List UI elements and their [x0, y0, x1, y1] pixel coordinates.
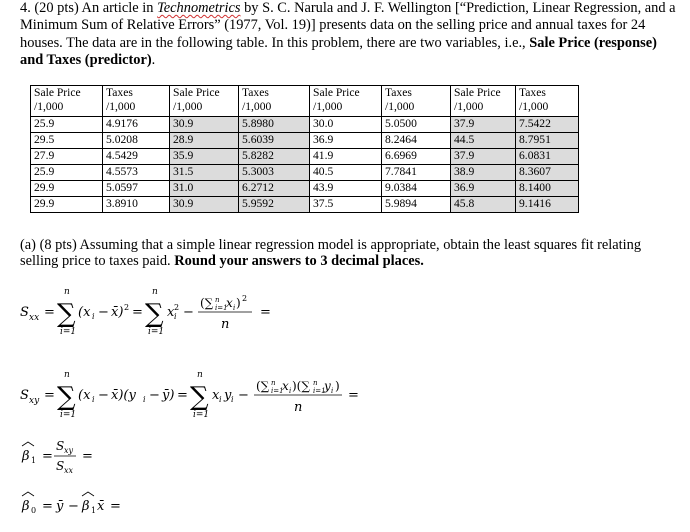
- svg-text:∑: ∑: [57, 299, 76, 329]
- header-cell: Taxes /1,000: [382, 86, 451, 117]
- svg-text:n: n: [215, 296, 220, 304]
- svg-text:ȳ): ȳ): [162, 388, 175, 403]
- header-cell: Sale Price /1,000: [31, 86, 103, 117]
- svg-text:n: n: [221, 317, 230, 332]
- svg-text:∑: ∑: [145, 299, 164, 329]
- svg-text:=: =: [110, 499, 121, 514]
- svg-text:=: =: [132, 305, 143, 320]
- svg-text:n: n: [152, 287, 158, 297]
- svg-text:∑: ∑: [57, 382, 76, 412]
- svg-text:=: =: [177, 388, 188, 403]
- svg-text:=: =: [44, 388, 55, 403]
- svg-text:i: i: [92, 312, 95, 321]
- svg-text:1: 1: [91, 506, 97, 515]
- svg-text:i: i: [331, 387, 334, 395]
- svg-text:=: =: [260, 305, 271, 320]
- svg-text:n: n: [313, 379, 318, 387]
- variables-bold: Sale Price (response) and Taxes (predictor): [20, 34, 657, 69]
- svg-text:i: i: [92, 395, 95, 404]
- svg-text:x: x: [226, 296, 233, 310]
- svg-text:(∑: (∑: [256, 379, 270, 393]
- svg-text:S: S: [56, 439, 65, 453]
- svg-text:x: x: [167, 305, 175, 320]
- svg-text:)(∑: )(∑: [292, 379, 310, 393]
- svg-text:2: 2: [242, 294, 248, 303]
- svg-text:n: n: [197, 370, 203, 380]
- beta1-formula: [20, 432, 140, 480]
- svg-text:i=1: i=1: [148, 327, 165, 337]
- svg-text:i=1: i=1: [313, 387, 326, 395]
- svg-text:=: =: [42, 499, 53, 514]
- svg-text:y: y: [224, 388, 232, 403]
- svg-text:x: x: [282, 379, 289, 393]
- sxx-formula: [20, 282, 300, 342]
- svg-text:=: =: [42, 449, 53, 464]
- svg-text:(∑: (∑: [200, 296, 214, 310]
- svg-text:i=1: i=1: [60, 410, 77, 420]
- svg-text:n: n: [64, 287, 70, 297]
- svg-text:β: β: [22, 499, 30, 514]
- table-row: 29.5 5.0208 28.9 5.6039 36.9 8.2464 44.5 8.7951: [31, 133, 579, 149]
- svg-text:−: −: [238, 388, 249, 403]
- svg-text:β: β: [22, 449, 30, 464]
- svg-text:2: 2: [174, 303, 180, 312]
- svg-text:i=1: i=1: [215, 304, 228, 312]
- journal-name: Technometrics: [157, 0, 241, 16]
- part-a-question: (a) (8 pts) Assuming that a simple linear regression model is appropriate, obtain the least squares fit relating selling price to taxes paid. Round your answers to 3 decimal places.: [20, 237, 642, 269]
- svg-text:∑: ∑: [190, 382, 209, 412]
- table-row: 27.9 4.5429 35.9 5.8282 41.9 6.6969 37.9 6.0831: [31, 149, 579, 165]
- table-row: 25.9 4.5573 31.5 5.3003 40.5 7.7841 38.9 8.3607: [31, 165, 579, 181]
- svg-text:i: i: [231, 395, 234, 404]
- svg-text:n: n: [271, 379, 276, 387]
- svg-text:1: 1: [31, 456, 37, 465]
- svg-text:i=1: i=1: [271, 387, 284, 395]
- svg-text:x: x: [212, 388, 220, 403]
- svg-text:): ): [335, 379, 340, 393]
- svg-text:i: i: [174, 312, 177, 321]
- svg-text:xy: xy: [29, 396, 40, 406]
- svg-text:(x: (x: [78, 388, 91, 403]
- svg-text:y: y: [324, 379, 331, 393]
- svg-text:i=1: i=1: [193, 410, 210, 420]
- svg-text:n: n: [294, 400, 303, 415]
- svg-text:S: S: [20, 388, 29, 403]
- svg-text:S: S: [20, 305, 29, 320]
- svg-text:i=1: i=1: [60, 327, 77, 337]
- problem-intro: 4. (20 pts) An article in Technometrics by S. C. Narula and J. F. Wellington [“Prediction, Linear Regression, and a Minimum Sum of Relative Errors” (1977, Vol. 19)] presents data on the selling price and annual taxes for 24 houses. The data are in the following table. In this problem, there are two variables, i.e., Sale Price (response) and Taxes (predictor).: [20, 0, 676, 69]
- svg-text:−: −: [149, 388, 160, 403]
- svg-text:0: 0: [31, 506, 37, 515]
- svg-text:xx: xx: [64, 466, 74, 475]
- svg-text:S: S: [56, 459, 65, 473]
- header-cell: Taxes /1,000: [516, 86, 579, 117]
- svg-text:x̄): x̄): [111, 305, 124, 320]
- table-row: 29.9 3.8910 30.9 5.9592 37.5 5.9894 45.8 9.1416: [31, 197, 579, 213]
- svg-text:−: −: [98, 388, 109, 403]
- data-table: [30, 85, 579, 213]
- svg-text:x̄: x̄: [97, 499, 105, 514]
- svg-text:n: n: [64, 370, 70, 380]
- svg-text:=: =: [348, 388, 359, 403]
- svg-text:(x: (x: [78, 305, 91, 320]
- table-row: 29.9 5.0597 31.0 6.2712 43.9 9.0384 36.9 8.1400: [31, 181, 579, 197]
- header-cell: Sale Price /1,000: [310, 86, 382, 117]
- svg-text:2: 2: [124, 303, 130, 312]
- table-header-row: [31, 86, 579, 117]
- svg-text:i: i: [289, 387, 292, 395]
- svg-text:−: −: [68, 499, 79, 514]
- svg-text:−: −: [183, 305, 194, 320]
- svg-text:β: β: [82, 499, 90, 514]
- svg-text:ȳ: ȳ: [56, 499, 64, 514]
- svg-text:i: i: [233, 304, 236, 312]
- intro-text-cont: by S. C. Narula and J. F. Wellington [“Prediction, Linear Regression, and a Minimum Sum of Relative Errors” (1977, Vol. 19)] presents data on the selling price and annual taxes for 24 houses. The data are in the following table. In this problem, there are two variables, i.e.,: [20, 0, 676, 51]
- svg-text:x̄)(y: x̄)(y: [111, 388, 136, 403]
- intro-text: 4. (20 pts) An article in: [20, 0, 158, 16]
- rounding-instruction: Round your answers to 3 decimal places.: [174, 253, 424, 269]
- svg-text:): ): [236, 296, 241, 310]
- sxy-formula: [20, 365, 400, 425]
- beta0-formula: [20, 490, 180, 520]
- svg-text:i: i: [143, 395, 146, 404]
- header-cell: Taxes /1,000: [103, 86, 170, 117]
- header-cell: Sale Price /1,000: [451, 86, 516, 117]
- svg-text:−: −: [98, 305, 109, 320]
- svg-text:=: =: [44, 305, 55, 320]
- table-row: 25.9 4.9176 30.9 5.8980 30.0 5.0500 37.9 7.5422: [31, 117, 579, 133]
- svg-text:=: =: [82, 449, 93, 464]
- header-cell: Taxes /1,000: [239, 86, 310, 117]
- svg-text:xx: xx: [29, 313, 40, 323]
- svg-text:xy: xy: [64, 446, 74, 455]
- svg-text:i: i: [219, 395, 222, 404]
- header-cell: Sale Price /1,000: [170, 86, 239, 117]
